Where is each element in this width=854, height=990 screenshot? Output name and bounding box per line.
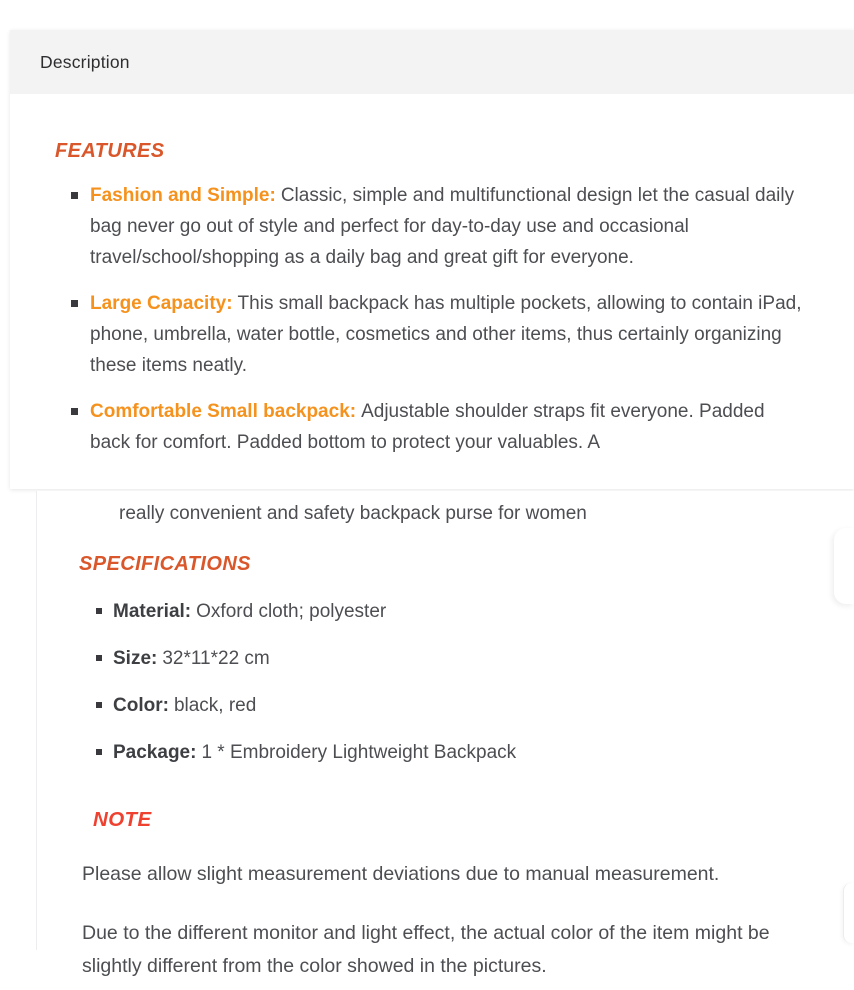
spec-value: 32*11*22 cm bbox=[162, 648, 270, 669]
feature-text: Adjustable shoulder straps fit everyone. Padded back for comfort. Padded bottom to protect your valuables. A bbox=[90, 401, 765, 453]
feature-text: This small backpack has multiple pockets, allowing to contain iPad, phone, umbrella, water bottle, cosmetics and other items, thus certainly organizing these items neatly. bbox=[90, 293, 802, 376]
feature-lead: Fashion and Simple: bbox=[90, 185, 276, 206]
features-list bbox=[10, 180, 854, 458]
description-tab-bar bbox=[10, 30, 854, 94]
spec-item bbox=[113, 647, 854, 670]
feature-text-continuation: really convenient and safety backpack purse for women bbox=[119, 503, 587, 524]
note-heading: NOTE bbox=[93, 808, 152, 831]
spec-label: Size: bbox=[113, 648, 158, 669]
floating-widget-partial[interactable] bbox=[843, 883, 854, 943]
spec-value: Oxford cloth; polyester bbox=[196, 601, 387, 622]
feature-lead: Large Capacity: bbox=[90, 293, 233, 314]
tab-description[interactable]: Description bbox=[40, 51, 130, 72]
bullet-square-icon bbox=[96, 655, 102, 661]
spec-value: 1 * Embroidery Lightweight Backpack bbox=[201, 742, 517, 763]
bullet-square-icon bbox=[71, 300, 78, 307]
floating-widget-partial[interactable] bbox=[834, 528, 854, 604]
feature-item bbox=[90, 288, 805, 381]
spec-label: Package: bbox=[113, 742, 197, 763]
specifications-heading: SPECIFICATIONS bbox=[79, 553, 251, 575]
spec-item bbox=[113, 741, 854, 764]
bullet-square-icon bbox=[96, 749, 102, 755]
feature-item bbox=[90, 180, 805, 273]
note-paragraph: Please allow slight measurement deviations due to manual measurement. bbox=[82, 863, 720, 885]
description-card bbox=[10, 30, 854, 489]
bullet-square-icon bbox=[71, 192, 78, 199]
spec-value: black, red bbox=[173, 695, 257, 716]
specifications-list bbox=[37, 600, 854, 764]
description-card-continued bbox=[36, 491, 854, 977]
bullet-square-icon bbox=[96, 702, 102, 708]
feature-item bbox=[90, 396, 805, 458]
bullet-square-icon bbox=[96, 608, 102, 614]
spec-label: Color: bbox=[113, 695, 169, 716]
features-heading: FEATURES bbox=[55, 140, 165, 162]
spec-item bbox=[113, 694, 854, 717]
feature-text: Classic, simple and multifunctional design let the casual daily bag never go out of style and perfect for day-to-day use and occasional travel/school/shopping as a daily bag and great gift for everyone. bbox=[90, 185, 795, 268]
note-paragraph: Due to the different monitor and light effect, the actual color of the item might be slightly different from the color showed in the pictures. bbox=[82, 922, 770, 977]
bullet-square-icon bbox=[71, 408, 78, 415]
spec-item bbox=[113, 600, 854, 623]
feature-lead: Comfortable Small backpack: bbox=[90, 401, 357, 422]
spec-label: Material: bbox=[113, 601, 192, 622]
